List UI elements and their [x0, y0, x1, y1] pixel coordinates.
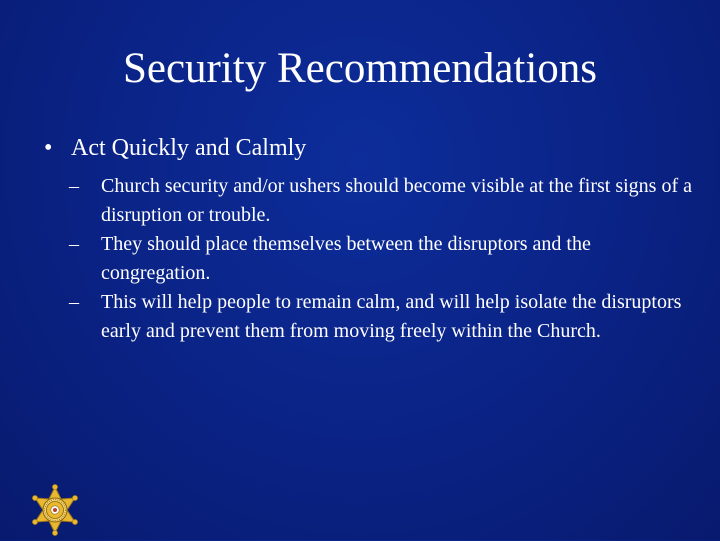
sub-bullet-marker: – [69, 233, 79, 255]
sub-bullet-text: Church security and/or ushers should become visible at the first signs of a disruption or trouble. [101, 175, 692, 226]
sub-bullet-list [69, 172, 694, 346]
sub-bullet-item [69, 288, 694, 346]
sheriff-star-badge-icon [31, 484, 79, 536]
slide-title: Security Recommendations [122, 45, 598, 92]
bullet-text: Act Quickly and Calmly [71, 135, 307, 161]
sub-bullet-text: This will help people to remain calm, and will help isolate the disruptors early and prevent them from moving freely within the Church. [101, 291, 682, 342]
bullet-marker: • [44, 135, 53, 161]
sub-bullet-marker: – [69, 175, 79, 197]
sub-bullet-item [69, 172, 694, 230]
sub-bullet-text: They should place themselves between the disruptors and the congregation. [101, 233, 591, 284]
sub-bullet-marker: – [69, 291, 79, 313]
sub-bullet-item [69, 230, 694, 288]
bullet-list [44, 130, 694, 346]
bullet-item [44, 130, 694, 346]
